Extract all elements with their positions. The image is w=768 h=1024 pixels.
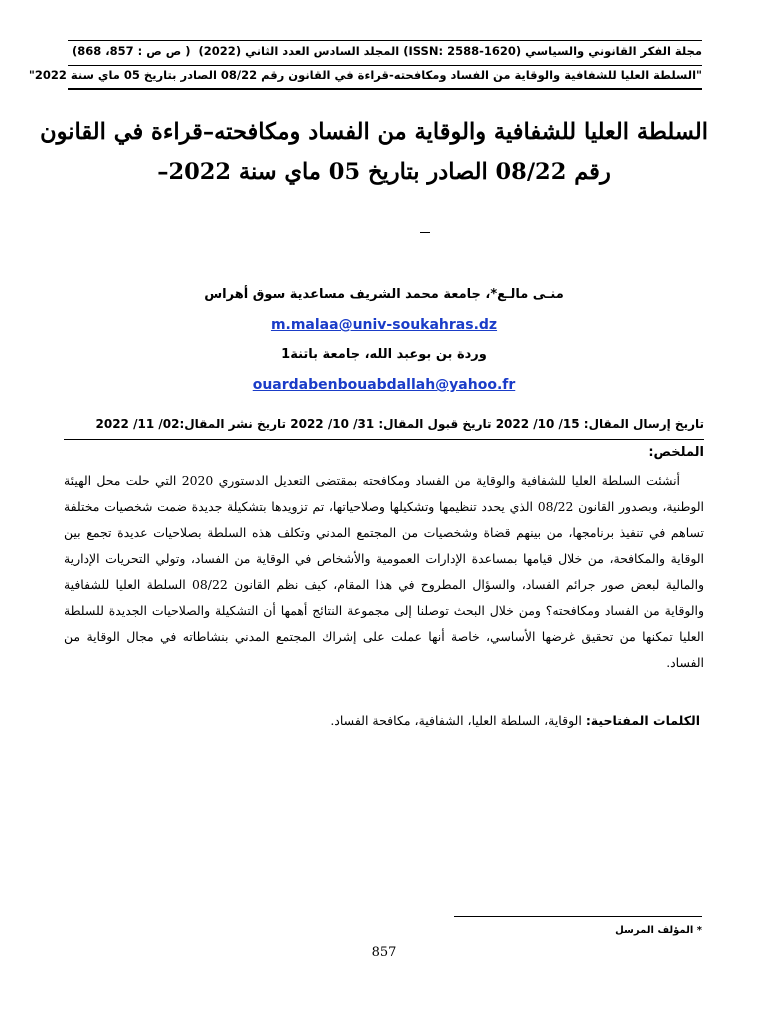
author-1-email-row xyxy=(100,310,668,340)
page-number: 857 xyxy=(371,945,397,960)
article-dates: تاريخ إرسال المقال: 15/ 10/ 2022 تاريخ قبول المقال: 31/ 10/ 2022 تاريخ نشر المقال:02/ 11/ 2022 xyxy=(95,417,704,431)
header-top-rule xyxy=(68,40,702,41)
separator-dash xyxy=(420,232,430,233)
author-2-email-link[interactable]: ouardabenbouabdallah@yahoo.fr xyxy=(252,377,516,393)
abstract-heading: الملخص: xyxy=(648,445,704,460)
author-1-email-link[interactable]: m.malaa@univ-soukahras.dz xyxy=(270,317,498,333)
author-2-email-row xyxy=(100,370,668,400)
journal-header xyxy=(68,44,702,62)
header-bottom-rule xyxy=(68,88,702,90)
title-line-1: السلطة العليا للشفافية والوقاية من الفساد ومكافحته–قراءة في القانون xyxy=(40,119,708,145)
keywords-label: الكلمات المفتاحية: xyxy=(585,713,700,728)
running-title: "السلطة العليا للشفافية والوقاية من الفساد ومكافحته-قراءة في القانون رقم 08/22 الصادر بتاريخ 05 ماي سنة 2022" xyxy=(28,68,702,82)
authors-block xyxy=(100,280,668,400)
keywords-line xyxy=(64,713,700,728)
page-range: ( ص ص : 857، 868) xyxy=(72,44,191,58)
header-middle-rule xyxy=(68,65,702,66)
author-2-name: وردة بن بوعبد الله، جامعة باتنة1 xyxy=(281,347,487,362)
author-1-name: منـى مالـع*، جامعة محمد الشريف مساعدية سوق أهراس xyxy=(204,287,564,302)
abstract-body xyxy=(64,468,704,676)
footnote-rule xyxy=(454,916,702,917)
title-line-2: رقم 08/22 الصادر بتاريخ 05 ماي سنة 2022– xyxy=(157,159,611,185)
dates-rule xyxy=(64,439,704,440)
abstract-text: أنشئت السلطة العليا للشفافية والوقاية من الفساد ومكافحته بمقتضى التعديل الدستوري 2020 التي حلت محل الهيئة الوطنية، وبصدور القانون 08/22 الذي يحدد تنظيمها وتشكيلها وصلاحياتها، تم تزويدها بتشكيلة جديدة ضمت شخصيات مختلفة تساهم في تنفيذ برنامجها، من بينهم قضاة وشخصيات من المجتمع المدني وتكلف هذه السلطة بصلاحيات عديدة تجمع بين الوقاية والمكافحة، من خلال قيامها بمساعدة الإدارات العمومية والأشخاص في الوقاية من الفساد، وتولي التحريات الإدارية والمالية لبعض صور جرائم الفساد، والسؤال المطروح في هذا المقام، كيف نظم القانون 08/22 السلطة العليا للشفافية والوقاية من الفساد ومكافحته؟ ومن خلال البحث توصلنا إلى مجموعة النتائج أهمها أن التشكيلة والصلاحيات الجديدة للسلطة العليا تمكنها من تحقيق غرضها الأساسي، خاصة أنها عملت على إشراك المجتمع المدني بنشاطاته في مجال الوقاية من الفساد. xyxy=(64,473,704,670)
article-title xyxy=(40,112,708,192)
journal-info: مجلة الفكر القانوني والسياسي (ISSN: 2588-1620) المجلد السادس العدد الثاني (2022) xyxy=(198,44,702,58)
footnote: * المؤلف المرسل xyxy=(615,925,702,936)
keywords-text: الوقاية، السلطة العليا، الشفافية، مكافحة الفساد. xyxy=(330,713,586,728)
